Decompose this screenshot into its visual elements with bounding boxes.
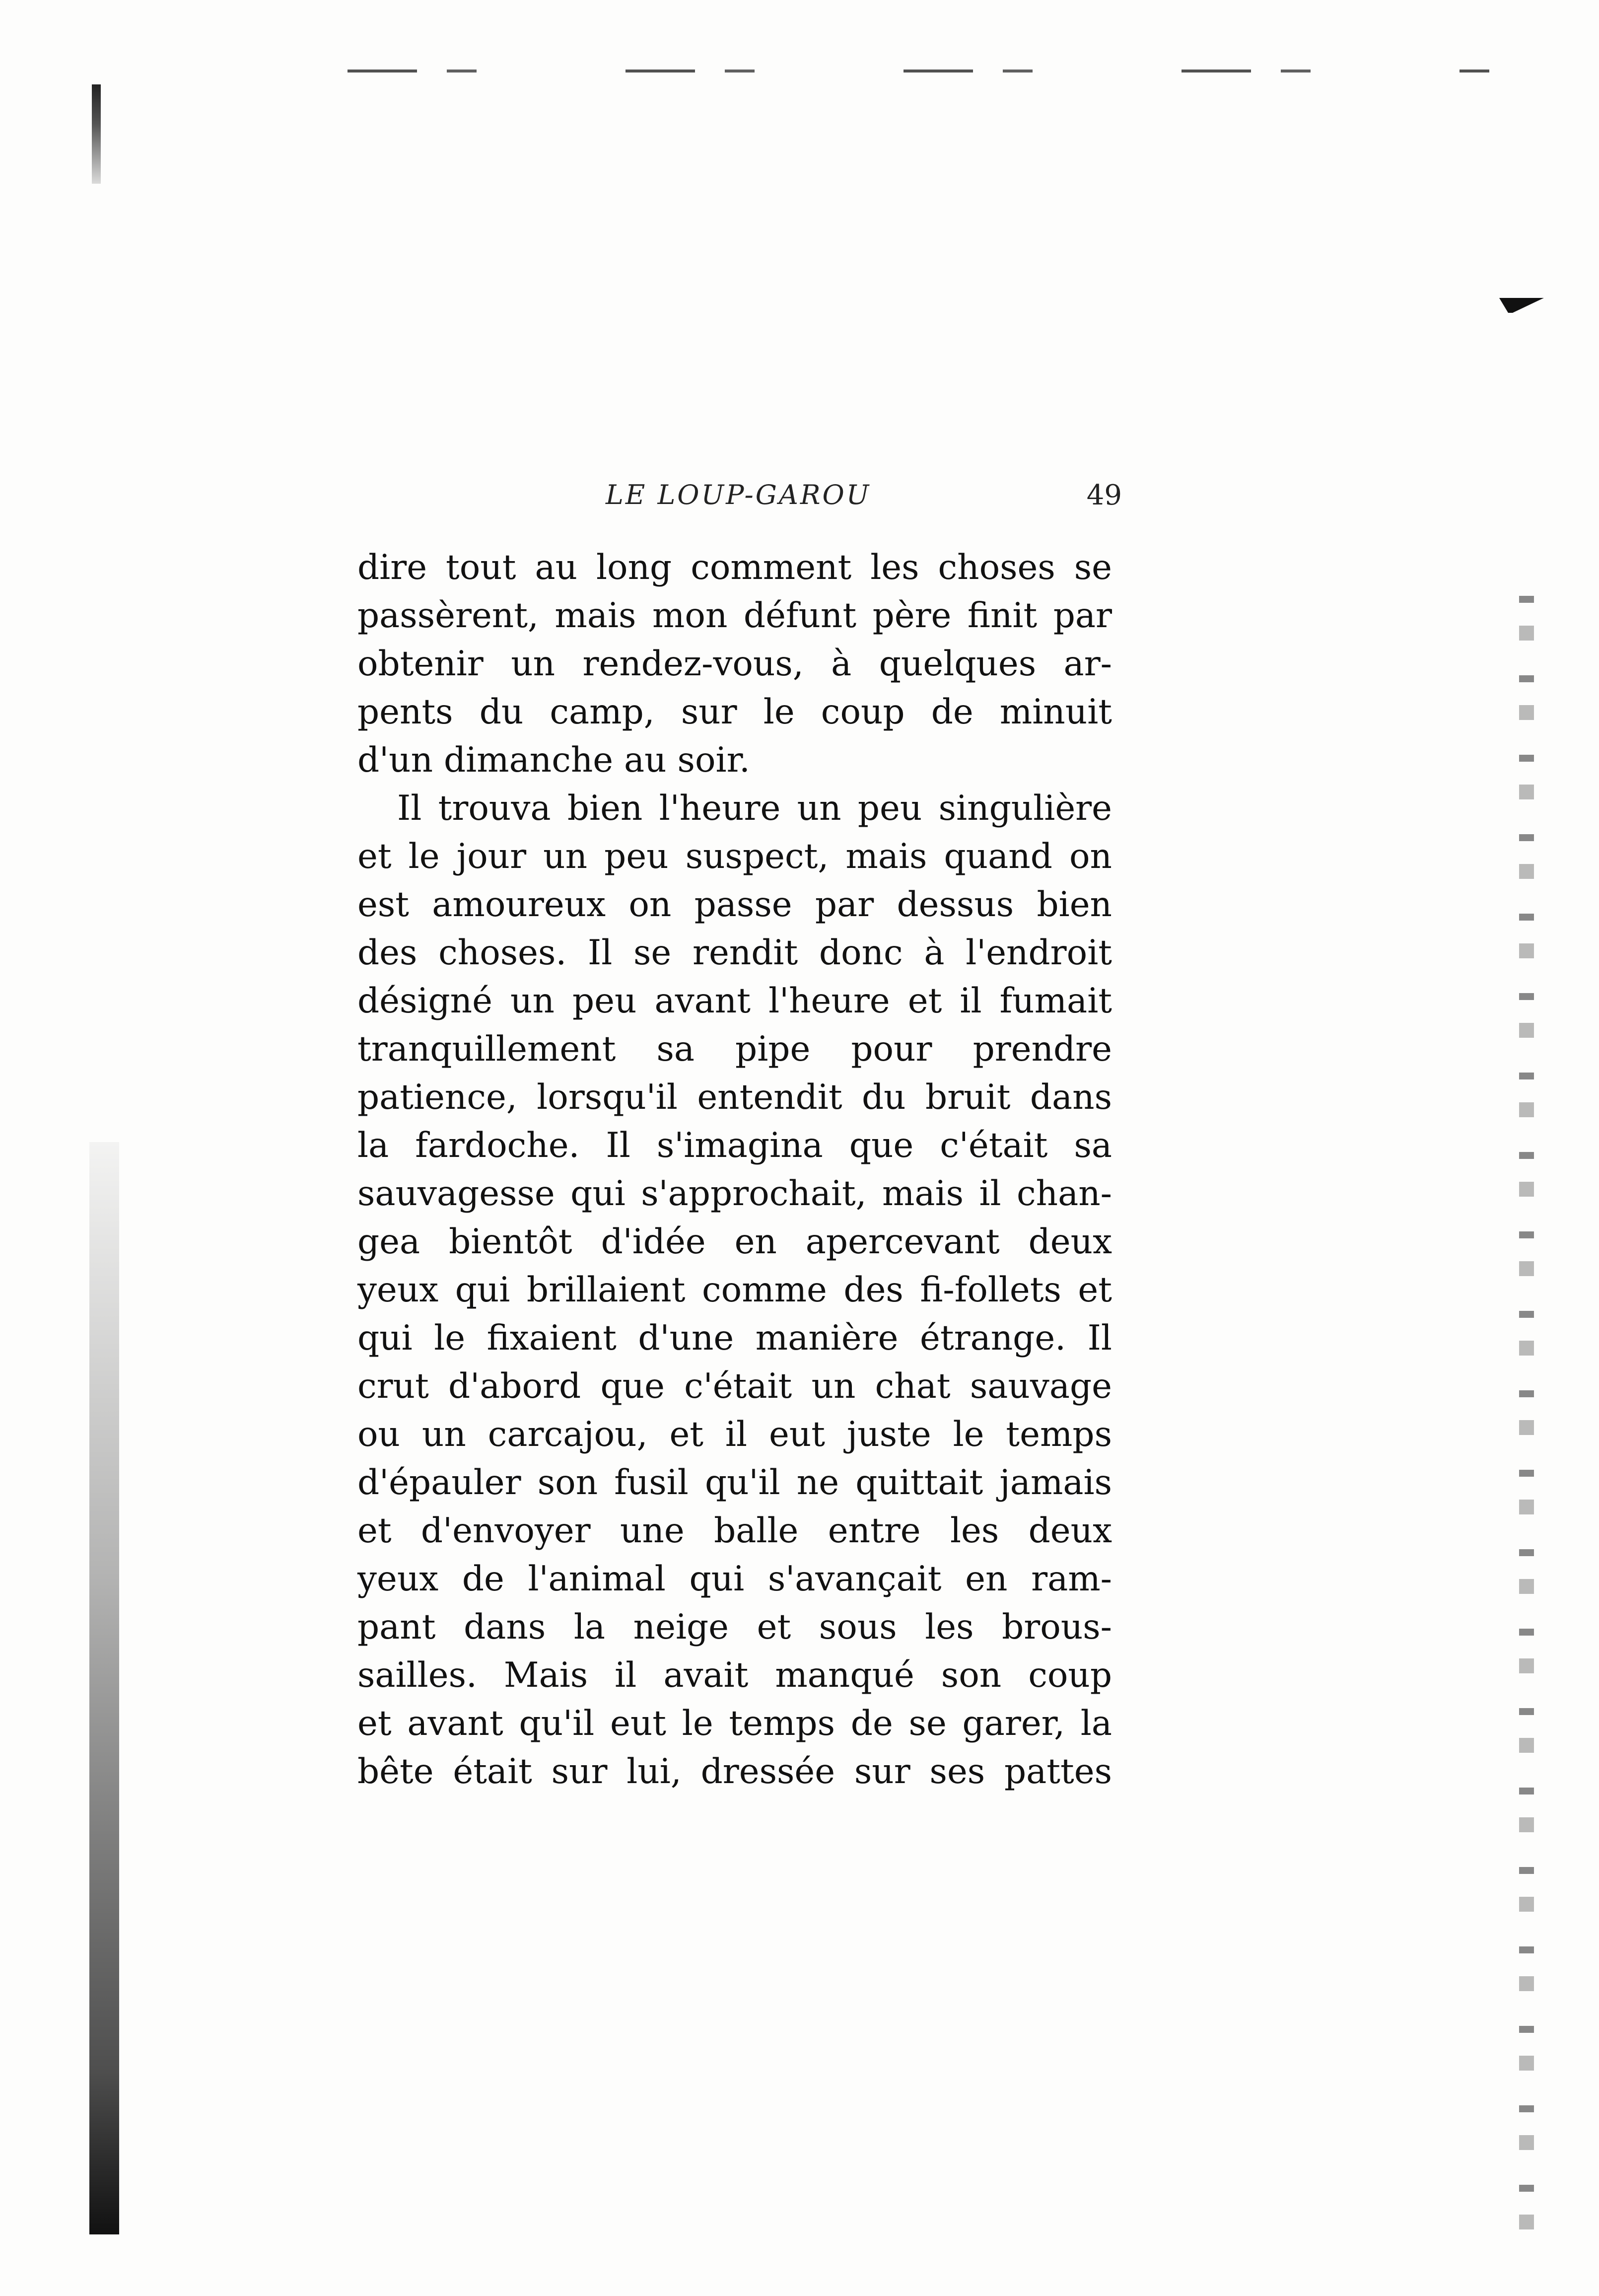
scan-artifact-right-edge — [1519, 596, 1534, 2234]
scan-artifact-top — [348, 70, 1489, 72]
text-line: la fardoche. Il s'imagina que c'était sa — [357, 1126, 1112, 1165]
text-line: d'épauler son fusil qu'il ne quittait jamais — [357, 1463, 1112, 1503]
scan-artifact-left-top — [92, 84, 101, 184]
text-line: pents du camp, sur le coup de minuit — [357, 692, 1112, 732]
text-line: obtenir un rendez-vous, à quelques ar- — [357, 644, 1112, 684]
running-title: LE LOUP-GAROU — [606, 479, 871, 510]
text-line: tranquillement sa pipe pour prendre — [357, 1029, 1112, 1069]
text-line: pant dans la neige et sous les brous- — [357, 1607, 1112, 1647]
page-header — [357, 479, 1122, 519]
text-line: sailles. Mais il avait manqué son coup — [357, 1655, 1112, 1695]
text-line: qui le fixaient d'une manière étrange. Il — [357, 1318, 1112, 1358]
text-line: dire tout au long comment les choses se — [357, 548, 1112, 587]
text-line: Il trouva bien l'heure un peu singulière — [397, 789, 1112, 828]
text-line: et avant qu'il eut le temps de se garer, la — [357, 1704, 1112, 1743]
text-line: des choses. Il se rendit donc à l'endroit — [357, 933, 1112, 973]
text-line: passèrent, mais mon défunt père finit par — [357, 596, 1112, 636]
page-number: 49 — [1086, 479, 1122, 511]
text-line: bête était sur lui, dressée sur ses pattes — [357, 1752, 1112, 1792]
text-line: sauvagesse qui s'approchait, mais il chan- — [357, 1174, 1112, 1214]
body-text — [357, 544, 1112, 1796]
text-line: yeux qui brillaient comme des fi-follets et — [357, 1270, 1112, 1310]
text-line: patience, lorsqu'il entendit du bruit dans — [357, 1077, 1112, 1117]
scan-artifact-left-edge — [89, 1142, 119, 2234]
text-line: ou un carcajou, et il eut juste le temps — [357, 1415, 1112, 1454]
text-line: yeux de l'animal qui s'avançait en ram- — [357, 1559, 1112, 1599]
text-line: crut d'abord que c'était un chat sauvage — [357, 1366, 1112, 1406]
text-line: d'un dimanche au soir. — [357, 740, 750, 780]
text-line: est amoureux on passe par dessus bien — [357, 885, 1112, 925]
text-line: gea bientôt d'idée en apercevant deux — [357, 1222, 1112, 1262]
scan-artifact-mark — [1499, 298, 1544, 313]
text-line: et d'envoyer une balle entre les deux — [357, 1511, 1112, 1551]
text-line: et le jour un peu suspect, mais quand on — [357, 837, 1112, 876]
text-line: désigné un peu avant l'heure et il fumait — [357, 981, 1112, 1021]
